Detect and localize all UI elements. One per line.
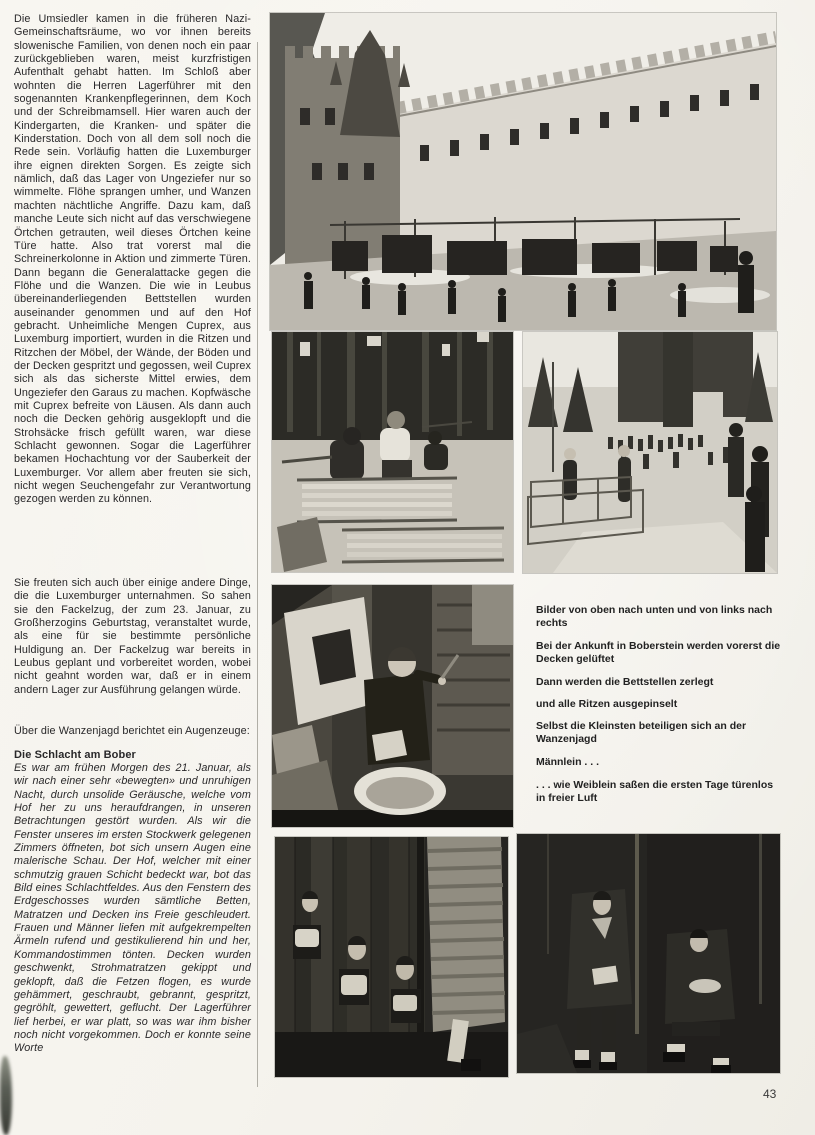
caption-maennlein: Männlein . . . <box>536 756 600 768</box>
white-paper <box>592 966 618 985</box>
caption-children-join: Selbst die Kleinsten beteiligen sich an der Wanzenjagd <box>536 720 747 745</box>
witness-heading: Die Schlacht am Bober <box>14 749 136 761</box>
photo-women-doorless <box>517 834 780 1073</box>
photo-castle-courtyard <box>270 13 776 330</box>
page-number: 43 <box>763 1087 777 1101</box>
caption-reading-order: Bilder von oben nach unten und von links nach rechts <box>536 604 773 629</box>
article-paragraph-1: Die Umsiedler kamen in die früheren Nazi-Gemeinschaftsräume, wo vor ihnen bereits slowenische Familien, von denen noch ein paar zurückgeblieben waren, meist kurzfristigen Aufenthalt gehabt hatten. Im Schloß aber wohnten die Herren Lagerführer mit den sogenannten Krankenpflegerinnen, dem Koch und der Schreibmamsell. Hier waren auch der Kindergarten, die Kranken- und später die Kinderstation. Doch von all dem soll noch die Rede sein. Vorläufig hatten die Luxemburger ihre eignen direkten Sorgen. Es zeigte sich nämlich, daß das Lager von Ungeziefer nur so wimmelte. Flöhe sprangen umher, und Wanzen machten nächtliche Angriffe. Dazu kam, daß manche Leute sich nicht auf das verschwiegene Örtchen getrauten, weil dieses Örtchen keine Türe hatte. Also trat vorerst mal die Schreinerkolonne in Aktion und zimmerte Türen. Dann begann die Generalattacke gegen die Flöhe und die Wanzen. Die wie in Leubus übereinanderliegenden Bettstellen wurden auseinander genommen und auf den Hof gebracht. Unheimliche Mengen Cuprex, aus Luxemburg importiert, wurden in die Ritzen und Ritzchen der Möbel, der Wände, der Böden und der Decken gespritzt und gegossen, weil Cuprex sich als das sicherste Mittel erwies, dem Ungeziefer den Garaus zu machen. Kopfwäsche mit Cuprex befreite von Läusen. Als dann auch noch die Decken gehörig ausgeklopft und die Strohsäcke frisch gefüllt waren, war diese Schlacht gewonnen. Sogar die Lagerführer bekamen Hochachtung vor der Sauberkeit der Luxemburger. Vor allem aber freuten sie sich, nicht wegen Seuchengefahr zur Verantwortung gezogen werden zu können. <box>14 13 251 506</box>
scan-smudge <box>0 1056 12 1135</box>
women-doorless-art <box>517 834 780 1073</box>
photo-child-brushing <box>272 585 513 827</box>
witness-intro: Über die Wanzenjagd berichtet ein Augenzeuge: <box>14 725 250 737</box>
courtyard-crowd-art <box>523 332 777 573</box>
castle-photo-art <box>270 13 776 330</box>
article-paragraph-2: Sie freuten sich auch über einige andere Dinge, die die Luxemburger unternahmen. So sahen sie den Fackelzug, der zum 23. Januar, zu Großherzogins Geburtstag, veranstaltet wurde, als eine für sie bestimmte persönliche Huldigung an. Der Fackelzug war bereits in Leubus geplant und vorbereitet worden, wobei nicht geahnt worden war, daß er in einem andern Lager zur Ausführung gelangen würde. <box>14 577 251 696</box>
plate <box>689 979 721 993</box>
column-rule <box>257 42 258 1087</box>
photo-men-doorless <box>275 837 508 1077</box>
hanging-blankets <box>332 235 738 275</box>
straw-mattress <box>427 837 505 1032</box>
light-slit <box>635 834 639 1034</box>
bed-dismantling-art <box>272 332 513 572</box>
witness-account: Es war am frühen Morgen des 21. Januar, als wir nach einer sehr «bewegten» und unruhigen Nacht, durch unsolide Geräusche, welche vom Hof her zu uns heraufdrangen, in unseren Betrachtungen gestört wurden. Als wir die Fenster unseres im ersten Stockwerk gelegenen Zimmers öffneten, bot sich unsern Augen eine malerische Schau. Der Hof, welcher mit einer schmutzig grauen Schicht bedeckt war, bot das Bild eines Schlachtfeldes. Aus den Fenstern des Erdgeschosses wurden sämtliche Betten, Matratzen und Decken ins Freie geschleudert. Frauen und Männer liefen mit aufgekrempelten Ärmeln rufend und gestikulierend hin und her, Kommandostimmen tönten. Decken wurden geschwenkt, Strohmatratzen gekippt und geklopft, daß die Fetzen flogen, es wurde gehämmert, geschraubt, gebrannt, gespritzt, gegröhlt, gewettert, geflucht. Der Lagerführer lief herbei, er war platt, so was war ihm bisher noch nicht vorgekommen. Doch er konnte seine Worte <box>14 762 251 1055</box>
caption-bedsteads-dismantled: Dann werden die Bettstellen zerlegt <box>536 676 714 688</box>
caption-weiblein: . . . wie Weiblein saßen die ersten Tage türenlos in freier Luft <box>536 779 774 804</box>
child-brushing-art <box>272 585 513 827</box>
men-doorless-art <box>275 837 508 1077</box>
caption-arrival-blankets: Bei der Ankunft in Boberstein werden vorerst die Decken gelüftet <box>536 640 781 665</box>
photo-bed-dismantling <box>272 332 513 572</box>
photo-courtyard-crowd <box>523 332 777 573</box>
caption-crevices-brushed: und alle Ritzen ausgepinselt <box>536 698 678 710</box>
caption-column <box>536 604 784 814</box>
